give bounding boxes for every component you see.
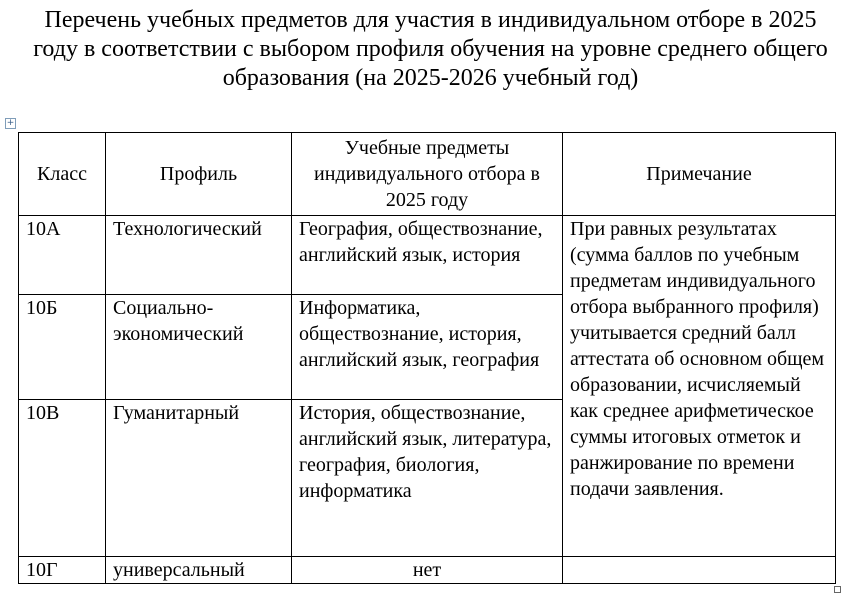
- cell-subjects: География, обществознание, английский язык, история: [292, 216, 563, 295]
- cell-subjects: История, обществознание, английский язык, литература, география, биология, информатика: [292, 400, 563, 557]
- table-row: [19, 216, 836, 295]
- cell-profile: Гуманитарный: [106, 400, 292, 557]
- header-class: Класс: [19, 133, 106, 216]
- cell-profile: Социально-экономический: [106, 295, 292, 400]
- cell-subjects: Информатика, обществознание, история, английский язык, география: [292, 295, 563, 400]
- table-resize-handle[interactable]: [834, 586, 841, 593]
- header-note: Примечание: [563, 133, 836, 216]
- table-header-row: [19, 133, 836, 216]
- cell-class: 10В: [19, 400, 106, 557]
- cell-subjects: нет: [292, 557, 563, 584]
- table-move-handle-icon[interactable]: +: [6, 118, 15, 128]
- subjects-table: [18, 132, 836, 584]
- cell-class: 10Б: [19, 295, 106, 400]
- header-profile: Профиль: [106, 133, 292, 216]
- cell-class: 10Г: [19, 557, 106, 584]
- cell-note: При равных результатах (сумма баллов по учебным предметам индивидуального отбора выбранного профиля) учитывается средний балл аттестата об основном общем образовании, исчисляемый как среднее арифметическое суммы итоговых отметок и ранжирование по времени подачи заявления.: [563, 216, 836, 557]
- cell-class: 10А: [19, 216, 106, 295]
- cell-profile: универсальный: [106, 557, 292, 584]
- document-title: Перечень учебных предметов для участия в индивидуальном отборе в 2025 году в соответствии с выбором профиля обучения на уровне среднего общего образования (на 2025-2026 учебный год): [33, 7, 828, 91]
- cell-profile: Технологический: [106, 216, 292, 295]
- header-subjects: Учебные предметы индивидуального отбора в 2025 году: [292, 133, 563, 216]
- cell-note-empty: [563, 557, 836, 584]
- table-row: [19, 557, 836, 584]
